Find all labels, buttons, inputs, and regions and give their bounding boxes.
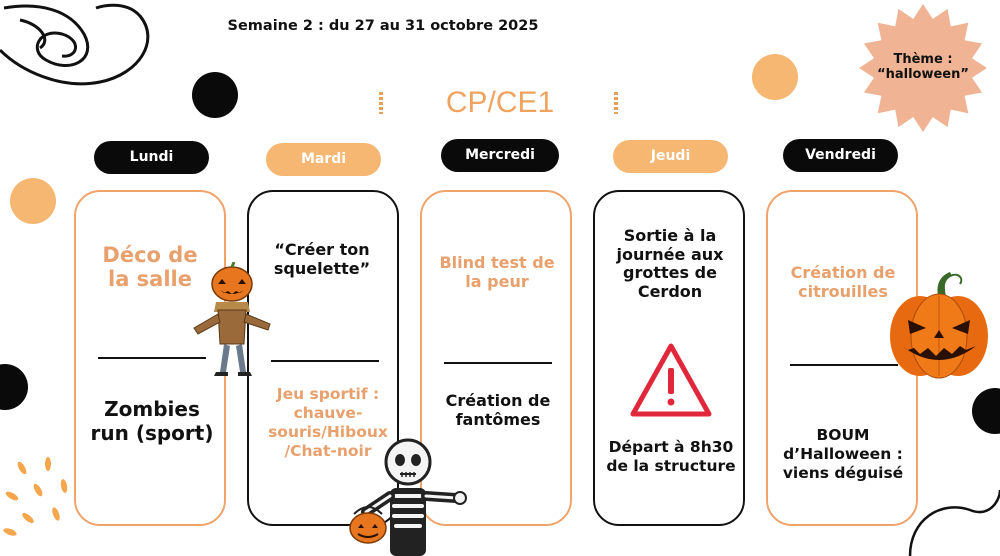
day-pill-jeudi: Jeudi — [613, 140, 728, 173]
mardi-activity-top: “Créer ton squelette” — [273, 240, 371, 278]
warning-icon — [629, 340, 713, 420]
mercredi-activity-bottom: Création de fantômes — [445, 391, 551, 429]
scarecrow-pumpkin-icon — [190, 262, 276, 380]
dot-orange-1 — [752, 54, 798, 100]
dot-orange-2 — [10, 178, 56, 224]
jeudi-activity-bottom: Départ à 8h30 de la structure — [606, 438, 736, 475]
vendredi-divider — [790, 364, 898, 366]
day-pill-lundi: Lundi — [94, 141, 209, 174]
lundi-activity-bottom: Zombies run (sport) — [90, 397, 214, 445]
theme-line1: Thème : — [893, 52, 953, 67]
lundi-activity-top: Déco de la salle — [102, 243, 198, 291]
swirl-decoration — [0, 0, 170, 100]
confetti-decoration — [0, 456, 84, 556]
mardi-activity-bottom: Jeu sportif : chauve-souris/Hiboux /Chat-noir — [268, 385, 388, 460]
mercredi-activity-top: Blind test de la peur — [439, 253, 555, 291]
vendredi-activity-top: Création de citrouilles — [790, 263, 896, 301]
jack-o-lantern-icon — [886, 270, 992, 382]
mercredi-divider — [444, 362, 552, 364]
theme-label — [848, 52, 998, 82]
tick-decoration-right — [614, 92, 618, 114]
dot-black-1 — [192, 72, 238, 118]
dot-black-2 — [0, 364, 28, 410]
class-title: CP/CE1 — [445, 86, 555, 119]
dot-black-3 — [972, 388, 1000, 434]
vendredi-activity-bottom: BOUM d’Halloween : viens déguisé — [782, 426, 904, 482]
day-pill-mercredi: Mercredi — [441, 139, 559, 172]
skeleton-icon — [344, 436, 472, 556]
day-pill-vendredi: Vendredi — [783, 139, 898, 172]
jeudi-activity-top: Sortie à la journée aux grottes de Cerdon — [616, 226, 724, 301]
mardi-divider — [271, 360, 379, 362]
theme-line2: “halloween” — [877, 67, 969, 82]
week-title: Semaine 2 : du 27 au 31 octobre 2025 — [227, 18, 539, 34]
day-pill-mardi: Mardi — [266, 143, 381, 176]
